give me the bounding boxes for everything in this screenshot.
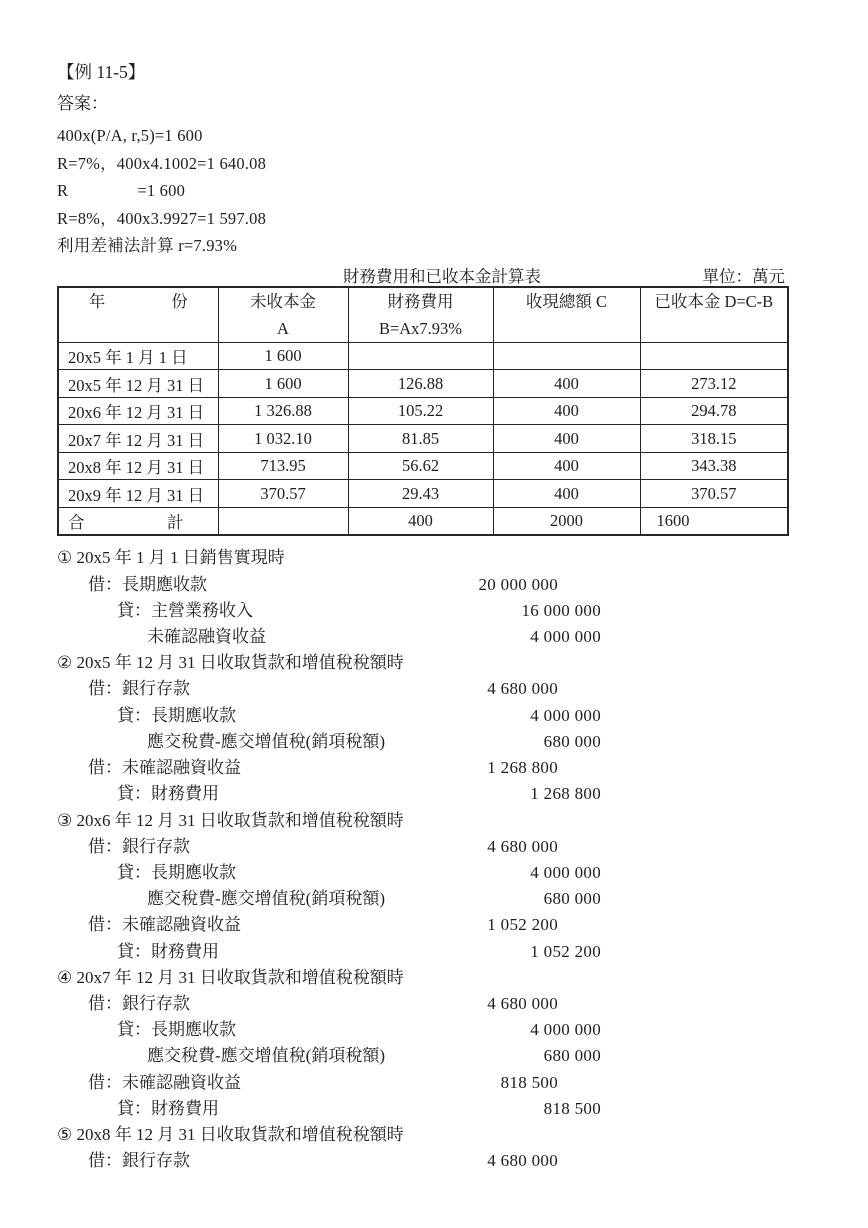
journal-amount: 4 000 000 [530,627,601,647]
table-cell: 20x7 年 12 月 31 日 [58,425,218,453]
journal-entries [57,545,787,1174]
journal-amount: 680 000 [543,1046,601,1066]
header-line-1: 年 份 [88,291,188,311]
journal-amount: 680 000 [543,889,601,909]
header-line-1: 財務費用 [387,291,454,311]
formula-line: R=8%，400x3.9927=1 597.08 [57,208,267,228]
journal-line [57,755,787,781]
table-cell [348,342,493,370]
journal-amount: 1 268 800 [487,758,558,778]
journal-line [57,886,787,912]
journal-amount: 4 680 000 [487,1151,558,1171]
table-cell: 105.22 [348,397,493,425]
table-row [58,452,788,480]
entry-heading: ① 20x5 年 1 月 1 日銷售實現時 [57,548,285,568]
table-cell: 1 326.88 [218,397,348,425]
table-cell: 294.78 [640,397,788,425]
table-cell: 370.57 [218,480,348,508]
table-cell: 20x5 年 12 月 31 日 [58,370,218,398]
header-line-2: B=Ax7.93% [378,318,463,338]
journal-line [57,1043,787,1069]
table-title: 財務費用和已收本金計算表 [343,266,541,286]
table-cell: 370.57 [640,480,788,508]
journal-amount: 1 268 800 [530,784,601,804]
table-cell: 400 [493,425,640,453]
journal-line [57,703,787,729]
formula-line: R =1 600 [57,181,186,201]
header-line-2: A [277,318,289,338]
journal-amount: 680 000 [543,731,601,751]
table-total-cell: 400 [348,507,493,535]
journal-amount: 4 680 000 [487,836,558,856]
journal-account-label: 借：未確認融資收益 [88,758,241,778]
journal-account-label: 借：未確認融資收益 [88,1072,241,1092]
journal-amount: 1 052 200 [530,941,601,961]
journal-account-label: 應交稅費-應交增值稅(銷項稅額) [147,889,385,909]
table-cell: 273.12 [640,370,788,398]
formula-line: 利用差補法計算 r=7.93% [57,236,238,256]
journal-account-label: 貸：主營業務收入 [117,600,253,620]
journal-line [57,991,787,1017]
journal-amount: 4 680 000 [487,993,558,1013]
table-cell: 1 600 [218,370,348,398]
journal-line [57,781,787,807]
table-cell: 400 [493,452,640,480]
journal-account-label: 借：銀行存款 [88,836,190,856]
table-total-row [58,507,788,535]
journal-account-label: 借：未確認融資收益 [88,915,241,935]
journal-amount: 4 680 000 [487,679,558,699]
example-title: 【例 11-5】 [57,62,146,82]
table-cell: 1 032.10 [218,425,348,453]
journal-account-label: 未確認融資收益 [147,627,266,647]
journal-account-label: 貸：長期應收款 [117,705,236,725]
table-row [58,370,788,398]
formula-list [57,122,787,260]
header-line-2 [63,315,214,342]
journal-amount: 4 000 000 [530,862,601,882]
journal-line [57,624,787,650]
table-total-cell [218,507,348,535]
journal-account-label: 借：銀行存款 [88,679,190,699]
table-caption-row [57,263,787,286]
table-cell: 29.43 [348,480,493,508]
table-unit-label: 單位：萬元 [702,266,785,286]
journal-line [57,834,787,860]
table-total-cell: 1600 [640,507,788,535]
header-line-1: 收現總額 C [525,291,608,311]
table-row [58,342,788,370]
header-line-1: 未收本金 [250,291,316,311]
journal-account-label: 貸：財務費用 [117,784,219,804]
table-cell: 56.62 [348,452,493,480]
entry-heading: ④ 20x7 年 12 月 31 日收取貨款和增值稅稅額時 [57,967,404,987]
table-cell: 713.95 [218,452,348,480]
table-cell [493,342,640,370]
journal-account-label: 貸：財務費用 [117,1098,219,1118]
table-total-cell: 合 計 [58,507,218,535]
table-header-cell [218,287,348,343]
table-header-cell [493,287,640,343]
entry-heading: ③ 20x6 年 12 月 31 日收取貨款和增值稅稅額時 [57,810,404,830]
journal-line [57,676,787,702]
table-cell: 1 600 [218,342,348,370]
journal-account-label: 應交稅費-應交增值稅(銷項稅額) [147,731,385,751]
formula-line: R=7%，400x4.1002=1 640.08 [57,153,267,173]
table-cell: 20x8 年 12 月 31 日 [58,452,218,480]
table-header-cell [58,287,218,343]
journal-line [57,939,787,965]
header-line-2 [498,315,636,342]
table-header-row [58,287,788,343]
table-cell: 400 [493,480,640,508]
header-line-2 [645,315,784,342]
journal-account-label: 貸：財務費用 [117,941,219,961]
table-row [58,425,788,453]
journal-line [57,1070,787,1096]
journal-account-label: 貸：長期應收款 [117,1020,236,1040]
journal-account-label: 應交稅費-應交增值稅(銷項稅額) [147,1046,385,1066]
formula-line: 400x(P/A, r,5)=1 600 [57,126,203,145]
journal-amount: 818 500 [543,1098,601,1118]
answer-label: 答案： [57,94,108,113]
table-cell: 343.38 [640,452,788,480]
table-total-cell: 2000 [493,507,640,535]
journal-line [57,860,787,886]
journal-amount: 20 000 000 [478,574,558,594]
journal-line [57,598,787,624]
journal-line [57,729,787,755]
table-cell [640,342,788,370]
table-cell: 400 [493,370,640,398]
header-line-1: 已收本金 D=C-B [654,291,774,311]
calculation-table [57,286,789,537]
journal-account-label: 借：長期應收款 [88,574,207,594]
table-cell: 20x6 年 12 月 31 日 [58,397,218,425]
table-row [58,480,788,508]
table-cell: 126.88 [348,370,493,398]
entry-heading: ⑤ 20x8 年 12 月 31 日收取貨款和增值稅稅額時 [57,1124,404,1144]
journal-line [57,912,787,938]
journal-line [57,1096,787,1122]
journal-line [57,572,787,598]
entry-heading: ② 20x5 年 12 月 31 日收取貨款和增值稅稅額時 [57,653,404,673]
journal-amount: 1 052 200 [487,915,558,935]
journal-account-label: 借：銀行存款 [88,993,190,1013]
table-header-cell [348,287,493,343]
journal-amount: 818 500 [500,1072,558,1092]
journal-amount: 16 000 000 [521,600,601,620]
table-cell: 400 [493,397,640,425]
journal-account-label: 借：銀行存款 [88,1151,190,1171]
table-cell: 20x9 年 12 月 31 日 [58,480,218,508]
table-cell: 20x5 年 1 月 1 日 [58,342,218,370]
table-row [58,397,788,425]
journal-amount: 4 000 000 [530,705,601,725]
table-cell: 81.85 [348,425,493,453]
table-cell: 318.15 [640,425,788,453]
journal-amount: 4 000 000 [530,1020,601,1040]
calculation-table-body [58,287,788,536]
journal-line [57,1017,787,1043]
journal-line [57,1148,787,1174]
table-header-cell [640,287,788,343]
journal-account-label: 貸：長期應收款 [117,862,236,882]
